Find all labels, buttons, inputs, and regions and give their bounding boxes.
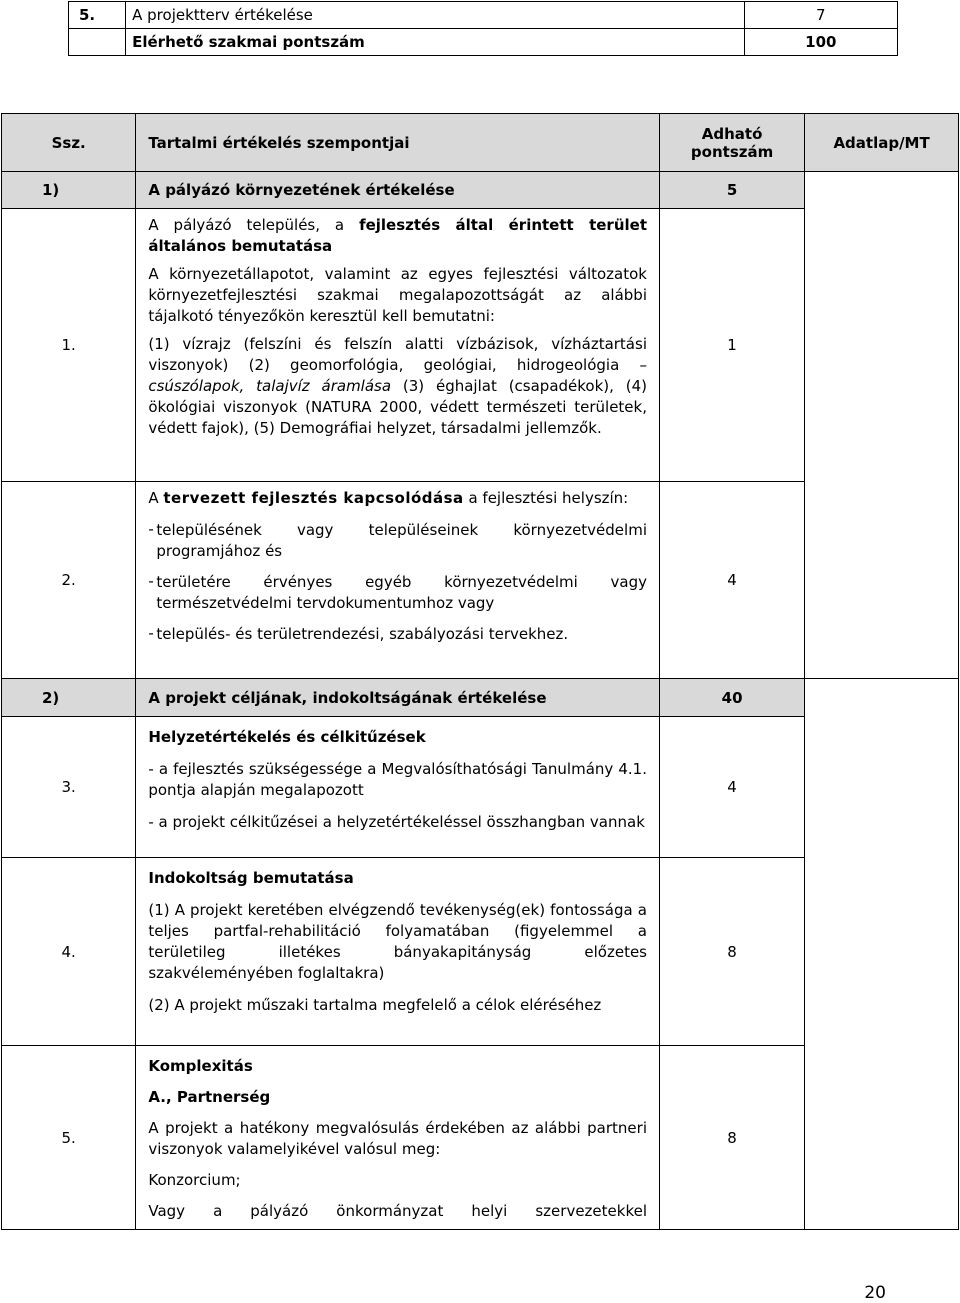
header-row: [2, 114, 959, 172]
row-number: 3.: [2, 717, 136, 858]
section-label: 1): [2, 172, 136, 209]
criteria-paragraph: Konzorcium;: [148, 1171, 241, 1189]
list-item-text: területére érvényes egyéb környezetvédelmi vagy természetvédelmi tervdokumentumhoz vagy: [156, 573, 647, 612]
criteria-heading: Komplexitás: [148, 1057, 253, 1075]
header-points-line1: Adható: [701, 124, 763, 143]
list-item-text: település- és területrendezési, szabályozási tervekhez.: [156, 625, 569, 643]
criteria-paragraph: (1) A projekt keretében elvégzendő tevékenység(ek) fontossága a teljes partfal-rehabilitáció folyamatában (figyelemmel a területileg illetékes bányakapitányság előzetes szakvéleményében foglaltakra): [148, 901, 647, 982]
evaluation-table: [1, 113, 959, 1230]
list-item: - településének vagy településeinek környezetvédelmi programjához és: [148, 520, 647, 560]
header-points-line2: pontszám: [690, 142, 774, 161]
criteria-paragraph: - a projekt célkitűzései a helyzetértékeléssel összhangban vannak: [148, 813, 645, 831]
row-score: 8: [660, 858, 805, 1046]
text-span: (1) vízrajz (felszíni és felszín alatti vízbázisok, vízháztartási viszonyok) (2) geomorfológia, geológiai, hidrogeológia –: [148, 335, 647, 374]
section-score: 5: [660, 172, 805, 209]
criteria-paragraph: [148, 334, 647, 439]
text-span: A: [148, 489, 164, 507]
row-score: 8: [660, 1046, 805, 1230]
row-number: 4.: [2, 858, 136, 1046]
section-row: [2, 172, 959, 209]
summary-table: [68, 1, 898, 56]
header-ssz: Ssz.: [2, 114, 136, 172]
criteria-paragraph: A projekt a hatékony megvalósulás érdekében az alábbi partneri viszonyok valamelyikével valósul meg:: [148, 1119, 647, 1158]
criteria-heading: Indokoltság bemutatása: [148, 869, 354, 887]
row-number: 1.: [2, 209, 136, 482]
summary-empty-cell: [69, 29, 126, 56]
header-datasheet: Adatlap/MT: [805, 114, 959, 172]
summary-row-number: 5.: [69, 2, 126, 29]
available-score-value: 100: [744, 29, 897, 56]
criteria-paragraph: (2) A projekt műszaki tartalma megfelelő a célok eléréséhez: [148, 996, 602, 1014]
list-item-text: településének vagy településeinek környezetvédelmi programjához és: [156, 521, 647, 560]
criteria-title-prefix: A pályázó település, a: [148, 216, 360, 234]
section-score: 40: [660, 679, 805, 717]
row-score: 4: [660, 482, 805, 679]
criteria-title-bold: fejlesztés által érintett terület általános bemutatása: [148, 216, 647, 255]
section-label: 2): [2, 679, 136, 717]
criteria-text: [136, 209, 660, 482]
criteria-text: [136, 858, 660, 1046]
text-span: a fejlesztési helyszín:: [463, 489, 629, 507]
row-score: 4: [660, 717, 805, 858]
page-number: 20: [864, 1283, 886, 1303]
section-title: A pályázó környezetének értékelése: [136, 172, 660, 209]
criteria-text: [136, 1046, 660, 1230]
text-span: (3) éghajlat (csapadékok), (4) ökológiai viszonyok (NATURA 2000, védett természeti területek, védett fajok), (5) Demográfiai helyzet, társadalmi jellemzők.: [148, 377, 647, 437]
criteria-paragraph: - a fejlesztés szükségessége a Megvalósíthatósági Tanulmány 4.1. pontja alapján megalapozott: [148, 760, 647, 799]
criteria-heading: Helyzetértékelés és célkitűzések: [148, 728, 426, 746]
header-points: [660, 114, 805, 172]
criteria-subheading: A., Partnerség: [148, 1088, 271, 1106]
available-score-label: Elérhető szakmai pontszám: [126, 29, 744, 56]
section-row: [2, 679, 959, 717]
row-score: 1: [660, 209, 805, 482]
row-number: 5.: [2, 1046, 136, 1230]
criteria-text: [136, 717, 660, 858]
row-number: 2.: [2, 482, 136, 679]
criteria-paragraph: Vagy a pályázó önkormányzat helyi szervezetekkel: [148, 1202, 647, 1220]
criteria-paragraph: A környezetállapotot, valamint az egyes fejlesztési változatok környezetfejlesztési szakmai megalapozottságát az alábbi tájalkotó tényezőkön keresztül kell bemutatni:: [148, 265, 647, 325]
italic-span: csúszólapok, talajvíz áramlása: [148, 377, 392, 395]
section-title: A projekt céljának, indokoltságának értékelése: [136, 679, 660, 717]
summary-row-score: 7: [744, 2, 897, 29]
summary-row-title: A projektterv értékelése: [126, 2, 744, 29]
bold-span: tervezett fejlesztés kapcsolódása: [163, 489, 464, 507]
list-item: - területére érvényes egyéb környezetvédelmi vagy természetvédelmi tervdokumentumhoz vagy: [148, 572, 647, 612]
criteria-text: [136, 482, 660, 679]
list-item: - település- és területrendezési, szabályozási tervekhez.: [148, 624, 569, 643]
header-criteria: Tartalmi értékelés szempontjai: [136, 114, 660, 172]
datasheet-cell: [805, 172, 959, 679]
datasheet-cell: [805, 679, 959, 1230]
